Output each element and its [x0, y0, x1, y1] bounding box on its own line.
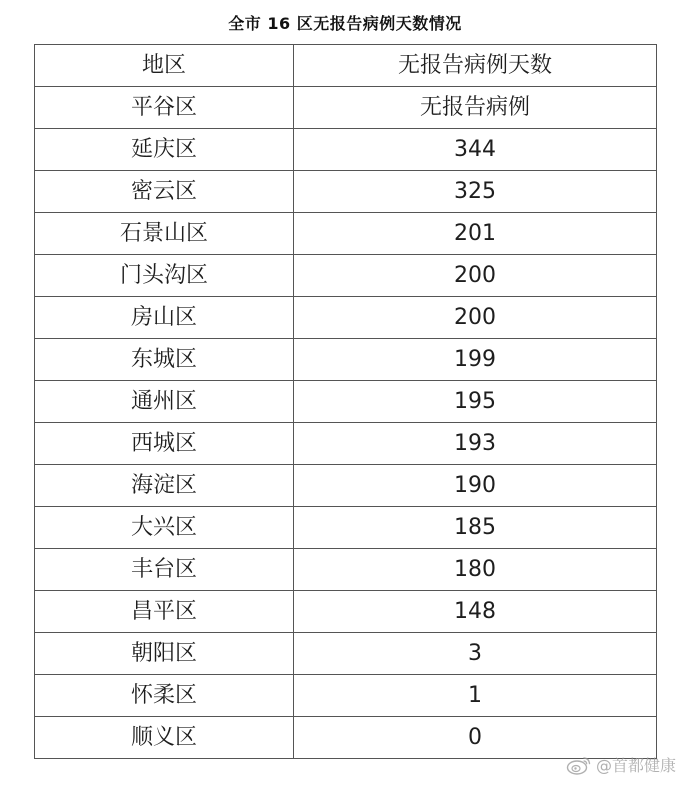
district-stats-table [34, 44, 657, 759]
table-row [35, 297, 657, 339]
header-district: 地区 [35, 45, 294, 87]
days-cell: 无报告病例 [294, 87, 657, 129]
table-row [35, 549, 657, 591]
district-cell: 昌平区 [35, 591, 294, 633]
district-cell: 朝阳区 [35, 633, 294, 675]
district-cell: 海淀区 [35, 465, 294, 507]
days-cell: 148 [294, 591, 657, 633]
days-cell: 0 [294, 717, 657, 759]
table-row [35, 171, 657, 213]
district-cell: 丰台区 [35, 549, 294, 591]
district-cell: 房山区 [35, 297, 294, 339]
days-cell: 190 [294, 465, 657, 507]
days-cell: 1 [294, 675, 657, 717]
days-cell: 180 [294, 549, 657, 591]
district-cell: 东城区 [35, 339, 294, 381]
table-header-row [35, 45, 657, 87]
district-cell: 通州区 [35, 381, 294, 423]
table-row [35, 339, 657, 381]
district-cell: 延庆区 [35, 129, 294, 171]
district-cell: 大兴区 [35, 507, 294, 549]
table-row [35, 129, 657, 171]
district-cell: 石景山区 [35, 213, 294, 255]
days-cell: 325 [294, 171, 657, 213]
days-cell: 200 [294, 297, 657, 339]
watermark [566, 753, 676, 776]
days-cell: 195 [294, 381, 657, 423]
table-row [35, 381, 657, 423]
table-row [35, 255, 657, 297]
days-cell: 185 [294, 507, 657, 549]
days-cell: 193 [294, 423, 657, 465]
days-cell: 199 [294, 339, 657, 381]
days-cell: 344 [294, 129, 657, 171]
district-cell: 顺义区 [35, 717, 294, 759]
watermark-text: @首都健康 [595, 756, 676, 775]
table-row [35, 675, 657, 717]
table-row [35, 465, 657, 507]
table-row [35, 717, 657, 759]
table-row [35, 633, 657, 675]
weibo-icon [566, 755, 592, 775]
district-cell: 西城区 [35, 423, 294, 465]
district-cell: 门头沟区 [35, 255, 294, 297]
days-cell: 3 [294, 633, 657, 675]
days-cell: 200 [294, 255, 657, 297]
table-title: 全市 16 区无报告病例天数情况 [228, 14, 462, 33]
district-cell: 怀柔区 [35, 675, 294, 717]
table-row [35, 87, 657, 129]
table-row [35, 507, 657, 549]
district-cell: 密云区 [35, 171, 294, 213]
district-cell: 平谷区 [35, 87, 294, 129]
table-row [35, 423, 657, 465]
header-days: 无报告病例天数 [294, 45, 657, 87]
table-row [35, 213, 657, 255]
days-cell: 201 [294, 213, 657, 255]
table-row [35, 591, 657, 633]
